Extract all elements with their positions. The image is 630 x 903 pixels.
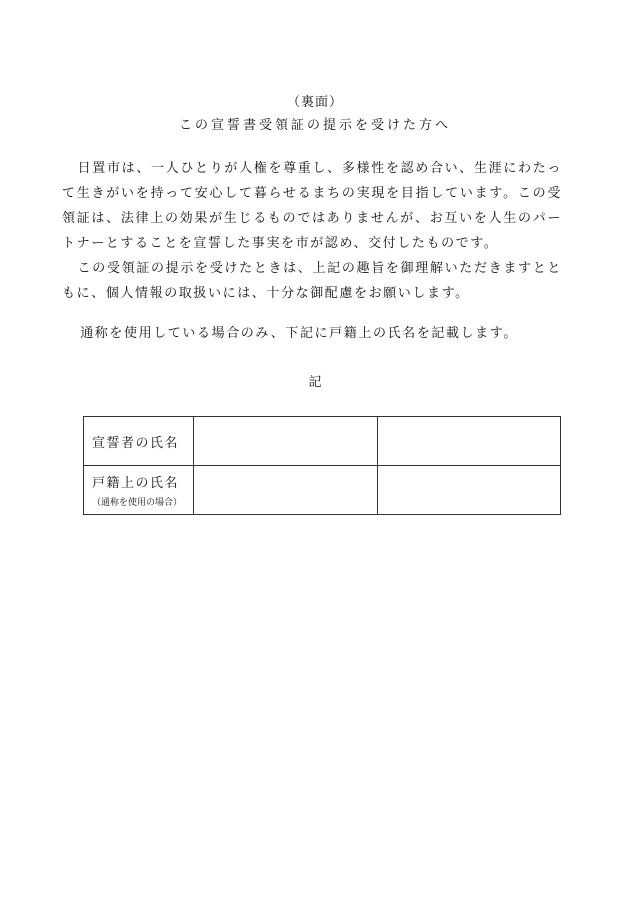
legal-name-cell-2 bbox=[377, 466, 560, 515]
paragraph-purpose: 日置市は、一人ひとりが人権を尊重し、多様性を認め合い、生涯にわたって生きがいを持って安心して暮らせるまちの実現を目指しています。この受領証は、法律上の効果が生じるものではありませんが、お互いを人生のパートナーとすることを宣誓した事実を市が認め、交付したものです。 bbox=[62, 161, 562, 251]
legal-name-sublabel: （通称を使用の場合） bbox=[92, 498, 183, 508]
legal-name-cell-1 bbox=[194, 466, 377, 515]
side-label: （裏面） bbox=[286, 95, 343, 110]
table-row bbox=[84, 417, 561, 466]
paragraph-request: この受領証の提示を受けたときは、上記の趣旨を御理解いただきますとともに、個人情報の取扱いには、十分な御配慮をお願いします。 bbox=[62, 261, 562, 301]
table-row bbox=[84, 466, 561, 515]
legal-name-label-text: 戸籍上の氏名 bbox=[92, 476, 180, 491]
oath-taker-name-label bbox=[84, 417, 194, 466]
ki-marker: 記 bbox=[308, 375, 322, 390]
oath-taker-name-label-text: 宣誓者の氏名 bbox=[92, 435, 180, 451]
document-title: この宣誓書受領証の提示を受けた方へ bbox=[178, 118, 451, 133]
oath-taker-name-cell-2 bbox=[377, 417, 560, 466]
oath-taker-name-cell-1 bbox=[194, 417, 377, 466]
alias-note: 通称を使用している場合のみ、下記に戸籍上の氏名を記載します。 bbox=[80, 326, 518, 341]
legal-name-label bbox=[84, 466, 194, 515]
name-table bbox=[83, 416, 561, 515]
